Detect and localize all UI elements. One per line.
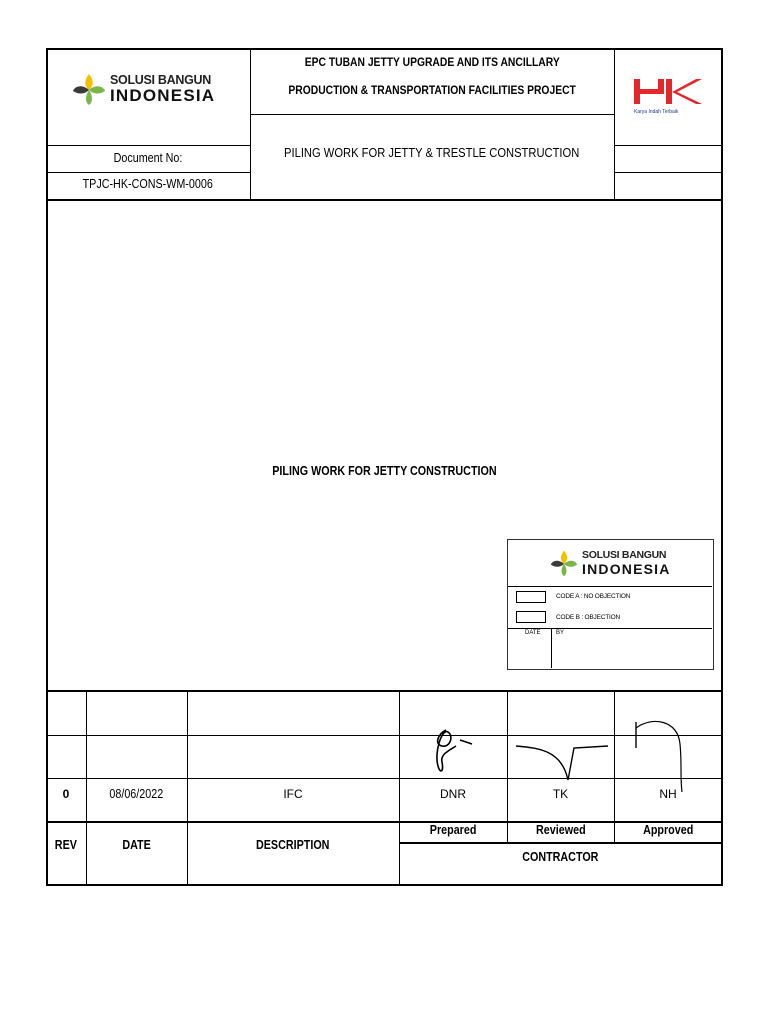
header-contractor: CONTRACTOR bbox=[522, 850, 599, 864]
stamp-logo-mark-icon bbox=[550, 549, 578, 577]
header-rev: REV bbox=[54, 838, 78, 852]
document-no-label: Document No: bbox=[113, 151, 183, 165]
sbi-logo-mark-icon bbox=[72, 72, 106, 106]
reviewed-signature-icon bbox=[512, 740, 612, 790]
sbi-logo-line2: INDONESIA bbox=[110, 86, 216, 105]
main-title: PILING WORK FOR JETTY CONSTRUCTION bbox=[272, 464, 497, 478]
date-value: 08/06/2022 bbox=[109, 787, 164, 801]
header-description: DESCRIPTION bbox=[256, 838, 330, 852]
prepared-signature-icon bbox=[420, 722, 490, 782]
approved-signature-icon bbox=[626, 714, 686, 794]
stamp-logo-line1: SOLUSI BANGUN bbox=[582, 549, 667, 561]
header-approved: Approved bbox=[642, 823, 694, 837]
stamp-by-label: BY bbox=[556, 630, 565, 636]
rev-value: 0 bbox=[62, 787, 70, 801]
header-prepared: Prepared bbox=[429, 823, 477, 837]
document-subject: PILING WORK FOR JETTY & TRESTLE CONSTRUCTION bbox=[284, 145, 580, 160]
document-no-value: TPJC-HK-CONS-WM-0006 bbox=[82, 177, 214, 191]
code-b-label: CODE B : OBJECTION bbox=[556, 614, 620, 621]
description-value: IFC bbox=[283, 787, 303, 801]
approval-stamp bbox=[507, 539, 714, 670]
hk-tagline: Karya Indah Terbaik bbox=[634, 109, 679, 115]
sbi-logo bbox=[72, 70, 232, 110]
reviewed-value: TK bbox=[552, 787, 569, 801]
project-title-line2: PRODUCTION & TRANSPORTATION FACILITIES PROJECT bbox=[288, 83, 576, 97]
hk-logo bbox=[630, 76, 706, 120]
sbi-logo-line1: SOLUSI BANGUN bbox=[110, 73, 211, 87]
hk-logo-mark-icon bbox=[630, 76, 704, 108]
code-b-checkbox[interactable] bbox=[516, 611, 546, 623]
project-title-line1: EPC TUBAN JETTY UPGRADE AND ITS ANCILLARY bbox=[304, 55, 560, 69]
prepared-value: DNR bbox=[440, 787, 466, 801]
code-a-checkbox[interactable] bbox=[516, 591, 546, 603]
stamp-date-label: DATE bbox=[525, 630, 541, 636]
stamp-logo bbox=[550, 548, 690, 582]
stamp-logo-line2: INDONESIA bbox=[582, 561, 671, 577]
approved-value: NH bbox=[659, 787, 677, 801]
code-a-label: CODE A : NO OBJECTION bbox=[556, 593, 631, 600]
header-date: DATE bbox=[122, 838, 151, 852]
header-reviewed: Reviewed bbox=[535, 823, 586, 837]
